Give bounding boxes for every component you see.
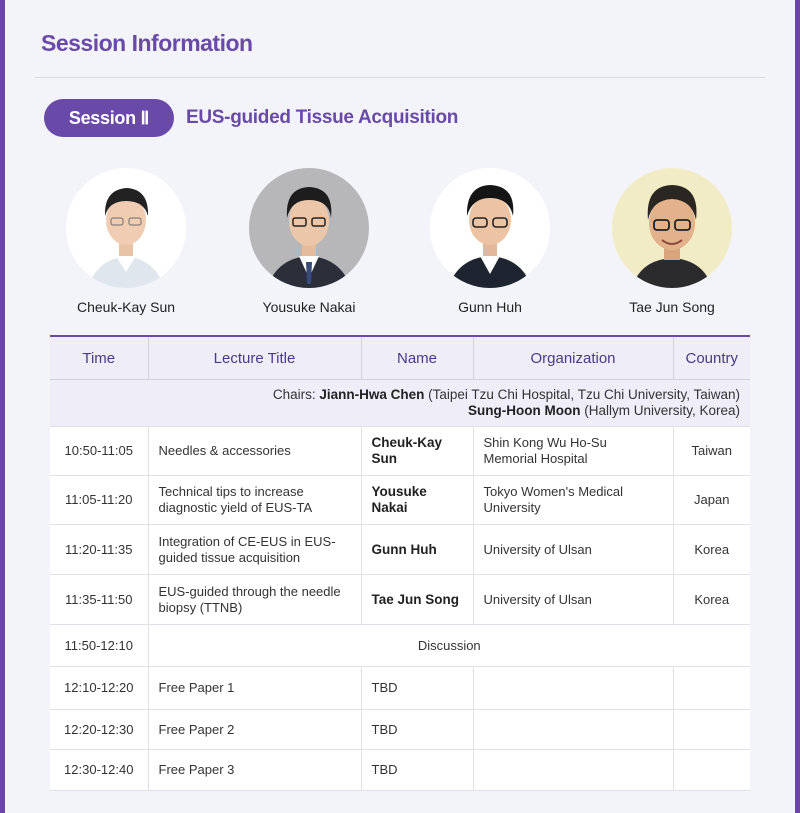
speaker-card (36, 168, 216, 315)
discussion-row (50, 625, 750, 667)
speaker-name-cell: Cheuk-Kay Sun (361, 427, 473, 476)
table-header-row (50, 336, 750, 380)
chairs-row (50, 380, 750, 427)
time-cell: 11:20-11:35 (50, 525, 148, 575)
country-cell (673, 750, 750, 791)
column-header-name: Name (361, 336, 473, 380)
discussion-cell: Discussion (148, 625, 750, 667)
organization-cell: Shin Kong Wu Ho-Su Memorial Hospital (473, 427, 673, 476)
schedule-table (50, 335, 750, 791)
speaker-card (400, 168, 580, 315)
time-cell: 11:35-11:50 (50, 575, 148, 625)
speaker-photo-avatar (66, 168, 186, 288)
country-cell (673, 710, 750, 750)
table-row (50, 750, 750, 791)
speaker-name-cell: Tae Jun Song (361, 575, 473, 625)
table-row (50, 525, 750, 575)
lecture-title-cell: EUS-guided through the needle biopsy (TTNB) (148, 575, 361, 625)
country-cell: Japan (673, 476, 750, 525)
left-frame-border (0, 0, 5, 813)
chair-name: Sung-Hoon Moon (468, 403, 581, 418)
speaker-list (0, 168, 800, 318)
country-cell (673, 667, 750, 710)
table-row (50, 427, 750, 476)
column-header-time: Time (50, 336, 148, 380)
speaker-name: Yousuke Nakai (262, 299, 356, 315)
time-cell: 12:10-12:20 (50, 667, 148, 710)
speaker-name-cell: Gunn Huh (361, 525, 473, 575)
speaker-photo-avatar (249, 168, 369, 288)
time-cell: 12:30-12:40 (50, 750, 148, 791)
chairs-cell (50, 380, 750, 427)
table-row (50, 710, 750, 750)
speaker-name: Cheuk-Kay Sun (76, 299, 176, 315)
title-divider (35, 77, 765, 78)
organization-cell (473, 750, 673, 791)
chairs-label: Chairs: (272, 387, 320, 402)
session-badge: Session Ⅱ (44, 99, 174, 137)
speaker-card (219, 168, 399, 315)
organization-cell: University of Ulsan (473, 525, 673, 575)
speaker-name-cell: Yousuke Nakai (361, 476, 473, 525)
speaker-name: Tae Jun Song (629, 299, 715, 315)
organization-cell (473, 667, 673, 710)
lecture-title-cell: Free Paper 3 (148, 750, 361, 791)
speaker-name-cell: TBD (361, 710, 473, 750)
page-title: Session Information (41, 30, 253, 56)
country-cell: Korea (673, 575, 750, 625)
speaker-photo-avatar (612, 168, 732, 288)
country-cell: Korea (673, 525, 750, 575)
chair-name: Jiann-Hwa Chen (319, 387, 425, 402)
organization-cell: University of Ulsan (473, 575, 673, 625)
lecture-title-cell: Free Paper 2 (148, 710, 361, 750)
speaker-name-cell: TBD (361, 750, 473, 791)
organization-cell: Tokyo Women's Medical University (473, 476, 673, 525)
chair-affiliation: (Taipei Tzu Chi Hospital, Tzu Chi University, Taiwan) (424, 387, 740, 402)
organization-cell (473, 710, 673, 750)
lecture-title-cell: Free Paper 1 (148, 667, 361, 710)
time-cell: 10:50-11:05 (50, 427, 148, 476)
speaker-card (582, 168, 762, 315)
column-header-organization: Organization (473, 336, 673, 380)
session-title: EUS-guided Tissue Acquisition (186, 107, 459, 128)
column-header-lecture-title: Lecture Title (148, 336, 361, 380)
time-cell: 11:05-11:20 (50, 476, 148, 525)
speaker-name: Gunn Huh (458, 299, 522, 315)
speaker-name-cell: TBD (361, 667, 473, 710)
column-header-country: Country (673, 336, 750, 380)
session-header (44, 99, 458, 137)
right-frame-border (795, 0, 800, 813)
time-cell: 11:50-12:10 (50, 625, 148, 667)
lecture-title-cell: Technical tips to increase diagnostic yield of EUS-TA (148, 476, 361, 525)
speaker-photo-avatar (430, 168, 550, 288)
table-row (50, 667, 750, 710)
country-cell: Taiwan (673, 427, 750, 476)
lecture-title-cell: Needles & accessories (148, 427, 361, 476)
time-cell: 12:20-12:30 (50, 710, 148, 750)
table-row (50, 476, 750, 525)
lecture-title-cell: Integration of CE-EUS in EUS-guided tissue acquisition (148, 525, 361, 575)
chair-affiliation: (Hallym University, Korea) (580, 403, 740, 418)
table-row (50, 575, 750, 625)
